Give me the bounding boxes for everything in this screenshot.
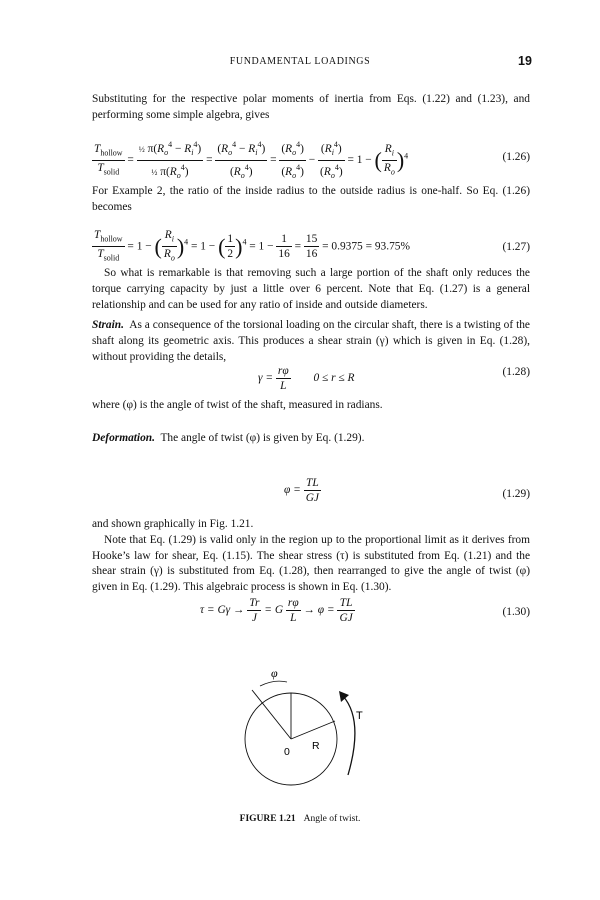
torque-ratio-fraction: $\frac{T_{hollow}}{T_{solid}}$ <box>94 142 123 177</box>
figure-caption-text: Angle of twist. <box>303 814 361 824</box>
torque-arrow-arc <box>343 696 355 775</box>
figure-caption <box>0 814 600 824</box>
radius-r-line <box>291 721 335 739</box>
equation-1-29: φ = $\frac{TL}{GJ}$ <box>284 477 319 504</box>
equation-number: (1.29) <box>502 488 530 500</box>
paragraph-phi-def: where (φ) is the angle of twist of the shaft, measured in radians. <box>92 399 383 411</box>
paragraph-remark: So what is remarkable is that removing such a large portion of the shaft only reduces the torque carrying capacity by just a little over 6 percent. Note that Eq. (1.27) is a general relationship and can be used for any ratio of inside and outside diameters. <box>92 267 530 311</box>
paragraph-text: Substituting for the respective polar moments of inertia from Eqs. (1.22) and (1.23), and performing some simple algebra, gives <box>92 93 530 121</box>
angle-of-twist-diagram <box>230 665 380 800</box>
equation-number: (1.28) <box>502 366 530 378</box>
equation-number: (1.30) <box>502 606 530 618</box>
figure-label: FIGURE 1.21 <box>239 814 296 824</box>
phi-arc <box>260 681 287 686</box>
equation-number: (1.27) <box>502 241 530 253</box>
page-number: 19 <box>518 54 532 68</box>
deformation-heading: Deformation. <box>92 432 155 444</box>
equation-number: (1.26) <box>502 151 530 163</box>
strain-heading: Strain. <box>92 319 124 331</box>
paragraph-hooke: and shown graphically in Fig. 1.21. Note that Eq. (1.29) is valid only in the region up to the proportional limit as it derives from Hooke’s law for shear, Eq. (1.15). The shear stress (τ) is substituted from Eq. (1.21) and the shear strain (γ) is substituted from Eq. (1.28), then rearranged to give the angle of twist (φ) given in Eq. (1.29). This algebraic process is shown in Eq. (1.30). <box>92 518 530 594</box>
strain-section <box>92 318 530 365</box>
equation-1-28: γ = $\frac{r\varphi}{L}$ 0 ≤ r ≤ R <box>258 365 355 392</box>
strain-text: As a consequence of the torsional loading on the circular shaft, there is a twisting of the shaft along its geometric axis. This produces a shear strain (γ) which is given in Eq. (1.28), without providing the details, <box>92 319 530 363</box>
phi-label: φ <box>271 666 278 680</box>
deformation-section <box>92 431 530 447</box>
paragraph-intro <box>92 92 530 124</box>
torque-arrowhead <box>339 691 349 702</box>
equation-1-27: $\frac{T_{hollow}}{T_{solid}}$ = 1 − ( $\frac{R_i}{R_o}$ )$^4$ = 1 − ( $\frac{1}{2}$ )$^4$ = 1 − $\frac{1}{16}$ = $\frac{15}{16}$ = 0.9375 = 93.75% <box>94 229 410 263</box>
radius-label: R <box>312 740 320 752</box>
polar-moment-fraction: $\frac{\frac{1}{2} \pi(R_o^4 - R_i^4)}{\frac{1}{2} \pi(R_o^4)}$ <box>138 140 202 181</box>
equation-1-26: $\frac{T_{hollow}}{T_{solid}}$ = $\frac{\frac{1}{2} \pi(R_o^4 - R_i^4)}{\frac{1}{2} \pi(R_o^4)}$ = $\frac{(R_o^4 - R_i^4)}{(R_o^4)}$ = $\frac{(R_o^4)}{(R_o^4)}$ − $\frac{(R_i^4)}{(R_o^4)}$ = 1 − ( $\frac{R_i}{R_o}$ )$^4$ <box>92 138 492 183</box>
paragraph-example: For Example 2, the ratio of the inside radius to the outside radius is one-half. So Eq. (1.26) becomes <box>92 185 530 213</box>
running-title: FUNDAMENTAL LOADINGS <box>229 56 371 67</box>
origin-label: 0 <box>284 746 290 758</box>
equation-1-30: τ = Gγ → $\frac{Tr}{J}$ = G $\frac{r\varphi}{L}$ → φ = $\frac{TL}{GJ}$ <box>200 597 353 624</box>
deformation-text: The angle of twist (φ) is given by Eq. (1.29). <box>160 432 365 444</box>
torque-label: T <box>356 710 363 722</box>
